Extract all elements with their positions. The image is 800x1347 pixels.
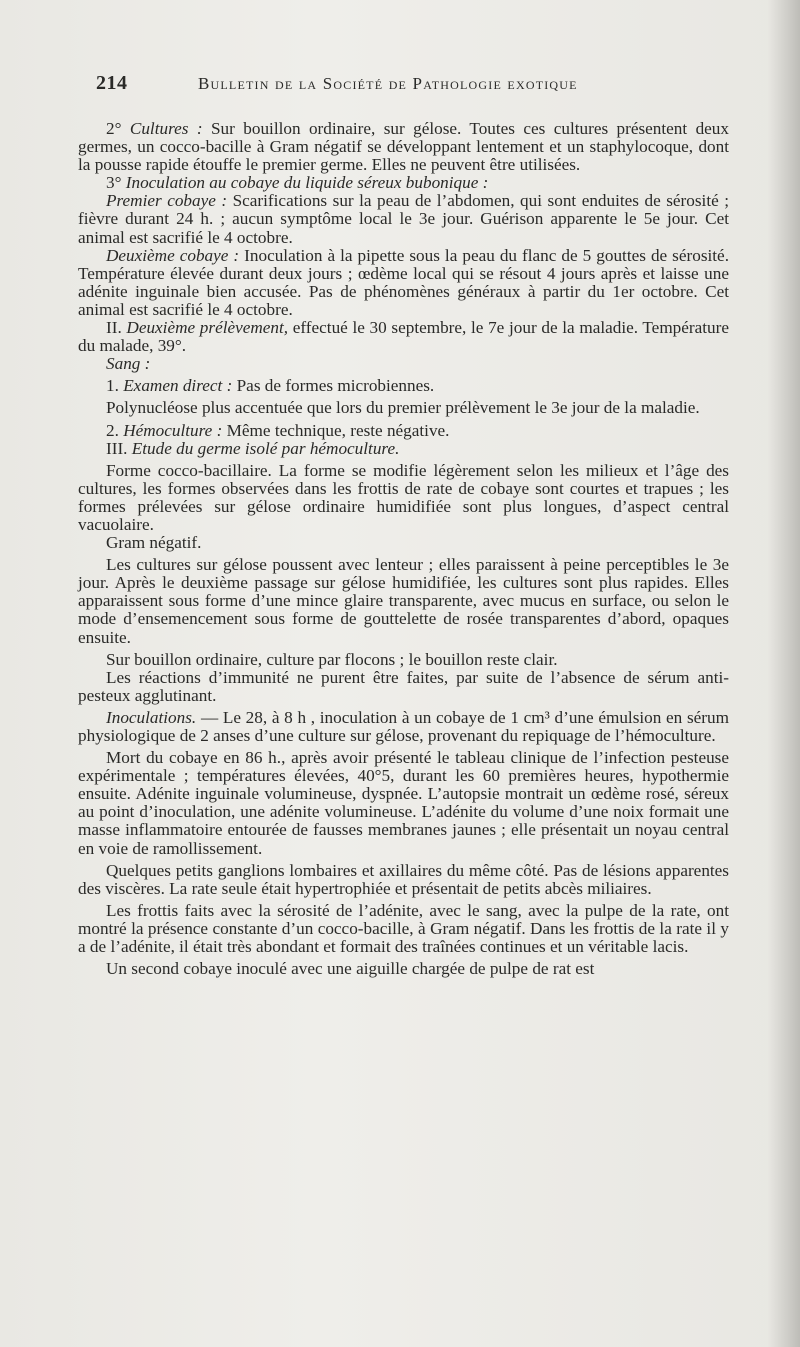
italic-heading: Inoculations. bbox=[106, 707, 197, 727]
paragraph: 2° Cultures : Sur bouillon ordinaire, sur gélose. Toutes ces cultures présentent deux germes, un cocco-bacille à Gram négatif se développant lentement et un staphylocoque, dont la pousse rapide étouffe le premier germe. Elles ne peuvent être utilisées. bbox=[78, 119, 729, 175]
paragraph: 2. Hémoculture : Même technique, reste négative. bbox=[106, 420, 450, 440]
paragraph: Un second cobaye inoculé avec une aiguille chargée de pulpe de rat est bbox=[106, 959, 595, 979]
paragraph: Sur bouillon ordinaire, culture par flocons ; le bouillon reste clair. bbox=[106, 649, 558, 669]
italic-heading: Examen direct : bbox=[123, 376, 233, 396]
paragraph bbox=[78, 355, 729, 373]
paragraph: Les cultures sur gélose poussent avec lenteur ; elles paraissent à peine perceptibles le 3e jour. Après le deuxième passage sur gélose humidifiée, les cultures sont plus rapides. Elles apparaissent sous forme d’une mince glaire transparente, avec mucus en surface, ou selon le mode d’ensemencement sous forme de gouttelette de rosée transparentes d’abord, opaques ensuite. bbox=[78, 555, 729, 647]
italic-heading: Sang : bbox=[106, 354, 151, 374]
paragraph: 1. Examen direct : Pas de formes microbiennes. bbox=[106, 376, 435, 396]
article-body bbox=[78, 120, 729, 978]
paragraph: III. Etude du germe isolé par hémoculture. bbox=[106, 438, 400, 458]
page-fold-shadow bbox=[768, 0, 800, 1347]
paragraph: Quelques petits ganglions lombaires et axillaires du même côté. Pas de lésions apparentes des viscères. La rate seule était hypertrophiée et présentait de petits abcès miliaires. bbox=[78, 860, 729, 898]
paragraph: Les frottis faits avec la sérosité de l’adénite, avec le sang, avec la pulpe de la rate, ont montré la présence constante d’un cocco-bacille, à Gram négatif. Dans les frottis de la rate il y a de l’adénite, il était très abondant et formait des traînées continues et un véritable lacis. bbox=[78, 900, 729, 957]
paragraph: Gram négatif. bbox=[106, 533, 202, 553]
page-header bbox=[96, 72, 736, 102]
italic-heading: Inoculation au cobaye du liquide séreux bubonique : bbox=[125, 173, 489, 193]
italic-heading: Deuxième prélèvement, bbox=[126, 318, 289, 338]
italic-heading: Cultures : bbox=[129, 119, 203, 138]
italic-heading: Deuxième cobaye : bbox=[106, 245, 240, 265]
running-title: Bulletin de la Société de Pathologie exotique bbox=[198, 74, 578, 93]
paragraph: Premier cobaye : Scarifications sur la peau de l’abdomen, qui sont enduites de sérosité ; fièvre durant 24 h. ; aucun symptôme local le 3e jour. Guérison apparente le 5e jour. Cet animal est sacrifié le 4 octobre. bbox=[78, 191, 730, 247]
paragraph: Inoculations. — Le 28, à 8 h , inoculation à un cobaye de 1 cm³ d’une émulsion en sérum physiologique de 2 anses d’une culture sur gélose, provenant du repiquage de l’hémoculture. bbox=[78, 707, 729, 745]
paragraph: Les réactions d’immunité ne purent être faites, par suite de l’absence de sérum anti-pesteux agglutinant. bbox=[78, 667, 729, 705]
italic-heading: Hémoculture : bbox=[123, 420, 223, 440]
italic-heading: Premier cobaye : bbox=[106, 191, 228, 211]
page-number: 214 bbox=[96, 72, 128, 94]
paragraph: 3° Inoculation au cobaye du liquide séreux bubonique : bbox=[106, 173, 489, 193]
paragraph: Mort du cobaye en 86 h., après avoir présenté le tableau clinique de l’infection pesteuse expérimentale ; températures élevées, 40°5, durant les 60 premières heures, hypothermie ensuite. Adénite inguinale volumineuse, dyspnée. L’autopsie montrait un œdème rosé, séreux au point d’inoculation, une adénite volumineuse. L’adénite du volume d’une noix formait une masse inflammatoire entourée de fausses membranes jaunes ; elle présentait un noyau central en voie de ramollissement. bbox=[78, 748, 729, 858]
paragraph: Deuxième cobaye : Inoculation à la pipette sous la peau du flanc de 5 gouttes de sérosité. Température élevée durant deux jours ; œdème local qui se résout 4 jours après et laisse une adénite inguinale bien accusée. Pas de phénomènes généraux à partir du 1er octobre. Cet animal est sacrifié le 4 octobre. bbox=[78, 245, 729, 319]
paragraph: Polynucléose plus accentuée que lors du premier prélèvement le 3e jour de la maladie. bbox=[106, 398, 700, 418]
paragraph: II. Deuxième prélèvement, effectué le 30 septembre, le 7e jour de la maladie. Température du malade, 39°. bbox=[78, 318, 729, 356]
italic-heading: Etude du germe isolé par hémoculture. bbox=[131, 438, 400, 458]
paragraph: Forme cocco-bacillaire. La forme se modifie légèrement selon les milieux et l’âge des cultures, les formes observées dans les frottis de rate de cobaye sont courtes et trapues ; les formes prélevées sur gélose ordinaire humidifiée sont plus longues, d’aspect central vacuolaire. bbox=[78, 460, 729, 534]
